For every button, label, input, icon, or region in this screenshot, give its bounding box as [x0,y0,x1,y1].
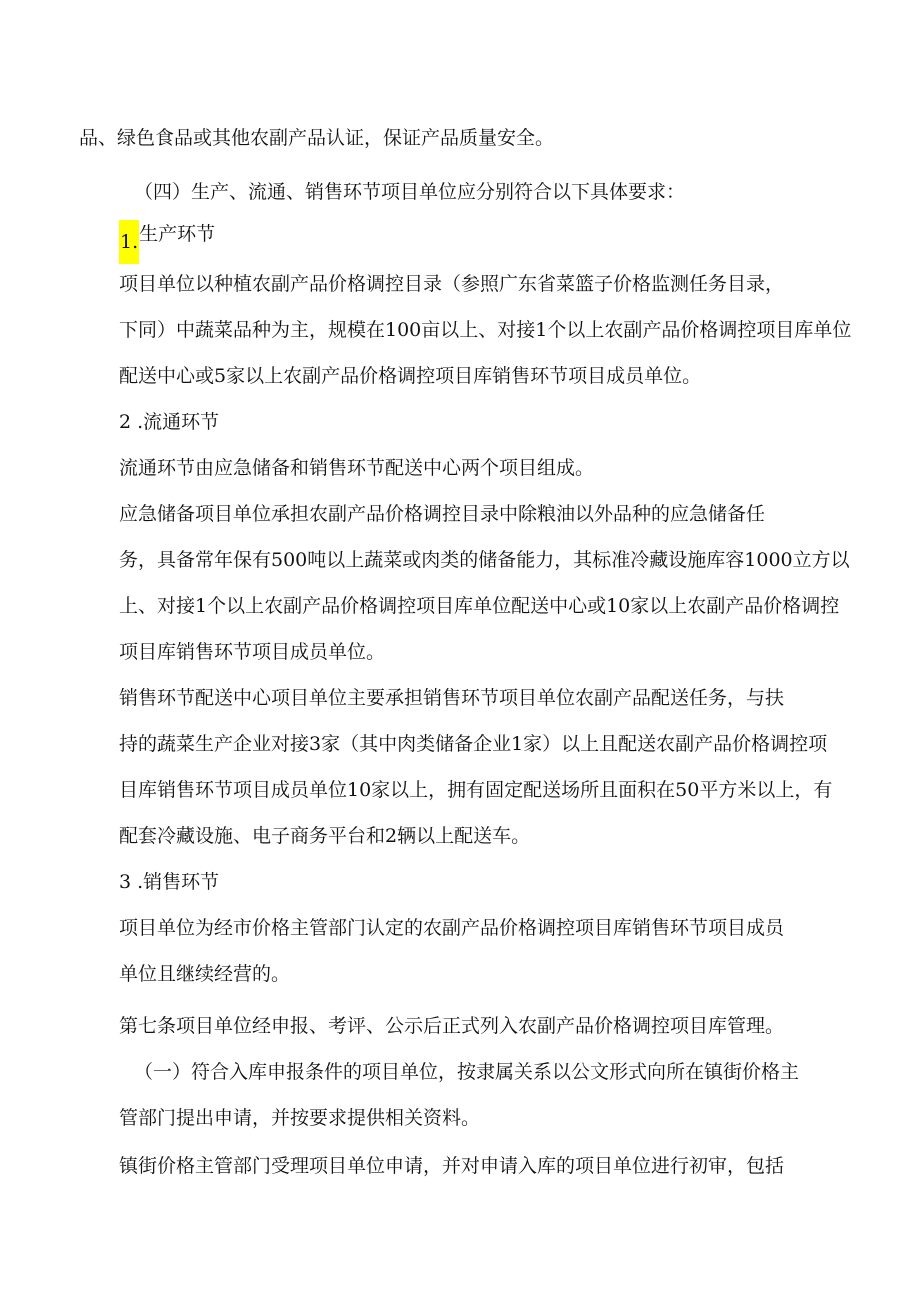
article-heading: 第七条项目单位经申报、考评、公示后正式列入农副产品价格调控项目库管理。 [119,1015,785,1037]
paragraph-line: 单位且继续经营的。 [119,963,291,985]
paragraph-line: 上、对接1个以上农副产品价格调控项目库单位配送中心或10家以上农副产品价格调控 [119,595,840,617]
highlighted-number: 1. [119,220,139,264]
paragraph-line: 配送中心或5家以上农副产品价格调控项目库销售环节项目成员单位。 [119,365,702,387]
paragraph-line: 品、绿色食品或其他农副产品认证，保证产品质量安全。 [79,127,555,149]
paragraph-line: 配套冷藏设施、电子商务平台和2辆以上配送车。 [119,825,531,847]
paragraph-line: 下同）中蔬菜品种为主，规模在100亩以上、对接1个以上农副产品价格调控项目库单位 [119,319,852,341]
subsection-title: 生产环节 [139,223,216,245]
paragraph-line: 持的蔬菜生产企业对接3家（其中肉类储备企业1家）以上且配送农副产品价格调控项 [119,733,828,755]
paragraph-line: 项目单位以种植农副产品价格调控目录（参照广东省菜篮子价格监测任务目录， [119,273,785,295]
subsection-heading: 3 .销售环节 [119,871,220,893]
paragraph-line: 项目库销售环节项目成员单位。 [119,641,386,663]
subsection-heading [0,220,920,264]
paragraph-line: 项目单位为经市价格主管部门认定的农副产品价格调控项目库销售环节项目成员 [119,917,785,939]
paragraph-line: 镇街价格主管部门受理项目单位申请，并对申请入库的项目单位进行初审，包括 [119,1155,785,1177]
paragraph-line: 管部门提出申请，并按要求提供相关资料。 [119,1107,481,1129]
paragraph-line: 应急储备项目单位承担农副产品价格调控目录中除粮油以外品种的应急储备任 [119,503,766,525]
paragraph-line: 目库销售环节项目成员单位10家以上，拥有固定配送场所且面积在50平方米以上，有 [119,779,833,801]
paragraph-line: （一）符合入库申报条件的项目单位，按隶属关系以公文形式向所在镇街价格主 [134,1061,800,1083]
paragraph-line: 销售环节配送中心项目单位主要承担销售环节项目单位农副产品配送任务，与扶 [119,687,785,709]
paragraph-line: 流通环节由应急储备和销售环节配送中心两个项目组成。 [119,457,595,479]
paragraph-line: 务，具备常年保有500吨以上蔬菜或肉类的储备能力，其标准冷藏设施库容1000立方以 [119,549,850,571]
section-heading: （四）生产、流通、销售环节项目单位应分别符合以下具体要求： [134,181,686,203]
subsection-heading: 2 .流通环节 [119,411,220,433]
